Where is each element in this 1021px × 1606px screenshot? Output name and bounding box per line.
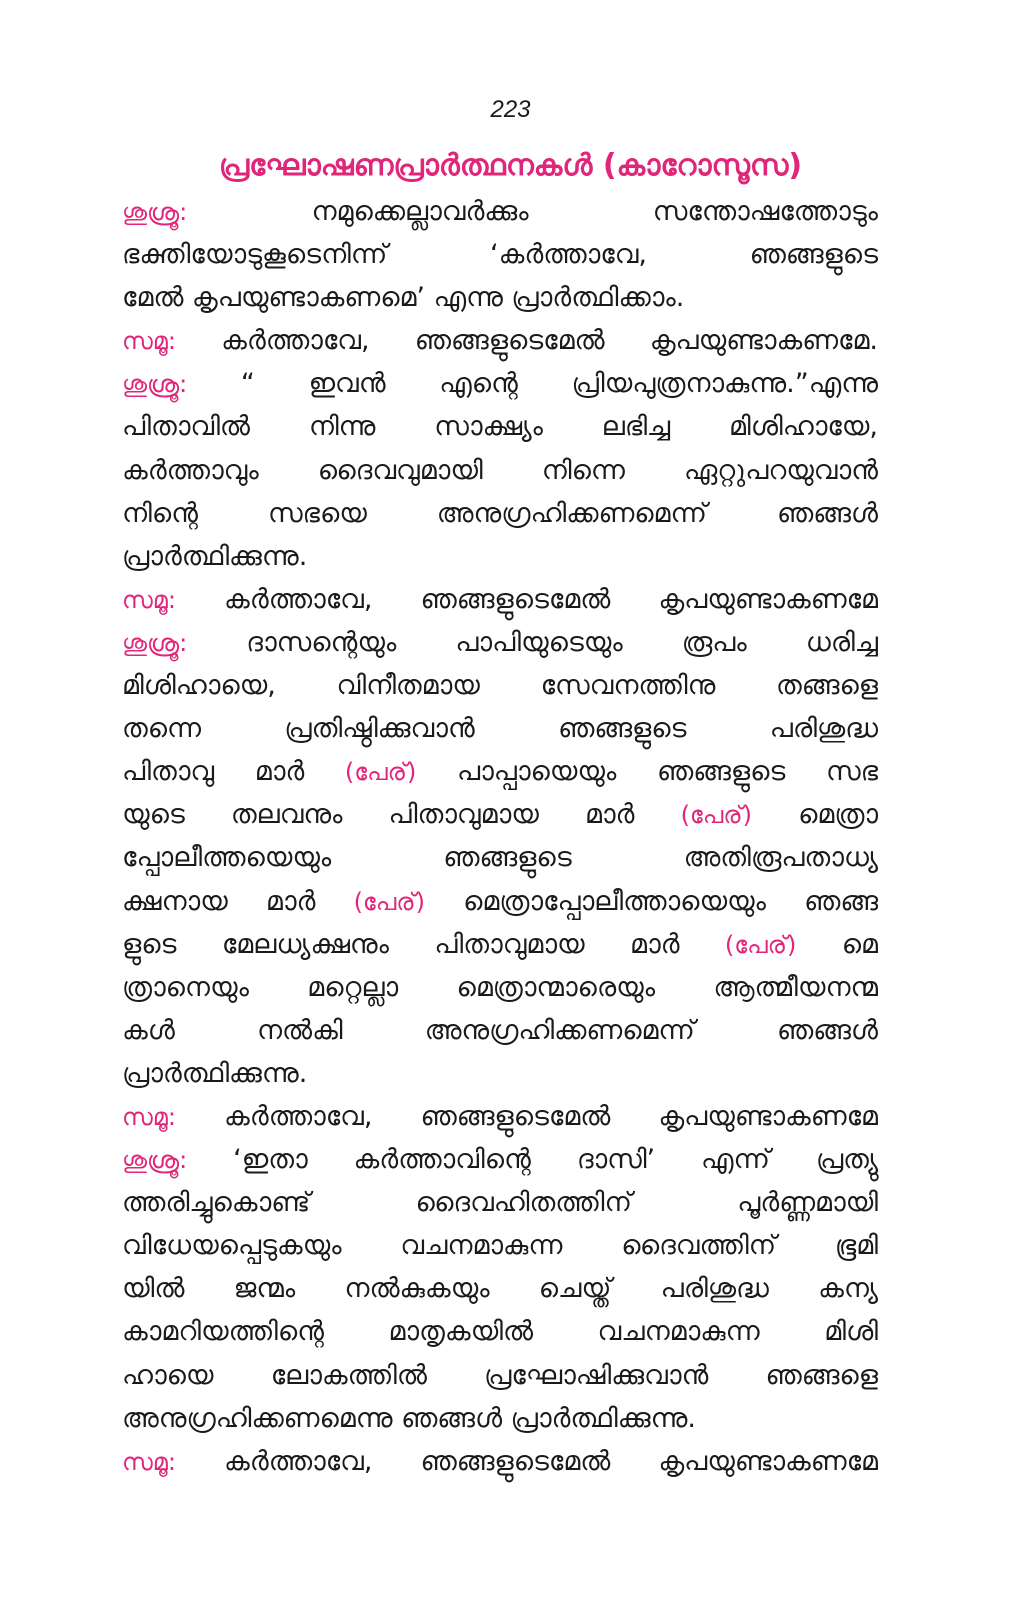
text-line — [122, 233, 878, 276]
line-text: യുടെ തലവനും പിതാവുമായ മാർ — [122, 799, 681, 831]
line-text: കർത്താവേ, ഞങ്ങളുടെമേൽ കൃപയുണ്ടാകണമേ — [175, 1100, 878, 1132]
name-placeholder: (പേര്) — [344, 758, 417, 787]
line-text: കർത്താവും ദൈവവുമായി നിന്നെ ഏറ്റുപറയുവാൻ — [122, 454, 878, 486]
line-text: ളുടെ മേലധ്യക്ഷനും പിതാവുമായ മാർ — [122, 928, 725, 960]
prayer-text — [122, 190, 878, 1483]
line-text: പിതാവിൽ നിന്നു സാക്ഷ്യം ലഭിച്ച മിശിഹായേ, — [122, 411, 878, 443]
line-text: മെത്രാ — [752, 799, 878, 831]
text-line — [122, 1181, 878, 1224]
text-line — [122, 1009, 878, 1052]
line-text: ‘ഇതാ കർത്താവിന്റെ ദാസി’ എന്ന് പ്രത്യു — [187, 1144, 878, 1176]
line-text: നിന്റെ സഭയെ അനുഗ്രഹിക്കണമെന്ന് ഞങ്ങൾ — [122, 497, 878, 529]
line-text: പ്പോലീത്തയെയും ഞങ്ങളുടെ അതിരൂപതാധ്യ — [122, 842, 878, 874]
line-text: “ ഇവൻ എന്റെ പ്രിയപുത്രനാകുന്നു.”എന്നു — [187, 368, 878, 400]
name-placeholder: (പേര്) — [353, 887, 425, 916]
line-text: തന്നെ പ്രതിഷ്ഠിക്കുവാൻ ഞങ്ങളുടെ പരിശുദ്ധ — [122, 713, 878, 745]
speaker-label: ശുശ്രൂ: — [122, 628, 188, 657]
text-line — [122, 276, 878, 319]
line-text: മെത്രാപ്പോലീത്തായെയും ഞങ്ങ — [425, 885, 878, 917]
line-text: നമുക്കെല്ലാവർക്കും സന്തോഷത്തോടും — [187, 196, 878, 227]
text-line — [122, 750, 878, 793]
text-line — [122, 621, 878, 664]
speaker-label: ശുശ്രൂ: — [122, 370, 188, 399]
text-line — [122, 535, 878, 578]
text-line — [122, 1397, 878, 1440]
text-line — [122, 1138, 878, 1181]
text-line — [122, 362, 878, 405]
page-number: 223 — [490, 96, 531, 123]
line-text: മിശിഹായെ, വിനീതമായ സേവനത്തിനു തങ്ങളെ — [122, 670, 878, 702]
line-text: മേൽ കൃപയുണ്ടാകണമെ’ എന്നു പ്രാർത്ഥിക്കാം. — [122, 282, 685, 314]
speaker-label: സമൂ: — [122, 327, 176, 356]
line-text: പിതാവു മാർ — [122, 756, 345, 788]
text-line — [122, 449, 878, 492]
text-line — [122, 190, 878, 233]
speaker-label: സമൂ: — [122, 585, 176, 614]
text-line — [122, 578, 878, 621]
text-line — [122, 836, 878, 879]
name-placeholder: (പേര്) — [724, 930, 797, 959]
line-text: പ്രാർത്ഥിക്കുന്നു. — [122, 540, 308, 572]
line-text: അനുഗ്രഹിക്കണമെന്നു ഞങ്ങൾ പ്രാർത്ഥിക്കുന്നു. — [122, 1402, 696, 1434]
text-line — [122, 1095, 878, 1138]
text-line — [122, 664, 878, 707]
text-line — [122, 1354, 878, 1397]
line-text: കർത്താവേ, ഞങ്ങളുടെമേൽ കൃപയുണ്ടാകണമേ — [175, 583, 878, 615]
line-text: ദാസന്റെയും പാപിയുടെയും രൂപം ധരിച്ച — [187, 626, 878, 658]
line-text: ത്തരിച്ചുകൊണ്ട് ദൈവഹിതത്തിന് പൂർണ്ണമായി — [122, 1187, 878, 1219]
line-text: പ്രാർത്ഥിക്കുന്നു. — [122, 1057, 308, 1089]
speaker-label: ശുശ്രൂ: — [122, 198, 188, 226]
line-text: ക്ഷനായ മാർ — [122, 885, 354, 917]
text-line — [122, 1310, 878, 1353]
speaker-label: സമൂ: — [122, 1447, 176, 1476]
line-text: മെ — [796, 928, 878, 960]
text-line — [122, 880, 878, 923]
line-text: കൾ നൽകി അനുഗ്രഹിക്കണമെന്ന് ഞങ്ങൾ — [122, 1014, 878, 1046]
line-text: കർത്താവേ, ഞങ്ങളുടെമേൽ കൃപയുണ്ടാകണമേ — [175, 1445, 878, 1477]
text-line — [122, 1267, 878, 1310]
text-line — [122, 707, 878, 750]
section-title: പ്രഘോഷണപ്രാർത്ഥനകൾ (കാറോസൂസ) — [218, 148, 803, 183]
line-text: ഭക്തിയോടുകൂടെനിന്ന് ‘കർത്താവേ, ഞങ്ങളുടെ — [122, 239, 878, 271]
text-line — [122, 1440, 878, 1483]
text-line — [122, 405, 878, 448]
name-placeholder: (പേര്) — [680, 801, 752, 830]
line-text: യിൽ ജന്മം നൽകുകയും ചെയ്ത് പരിശുദ്ധ കന്യ — [122, 1273, 878, 1305]
line-text: കർത്താവേ, ഞങ്ങളുടെമേൽ കൃപയുണ്ടാകണമേ. — [175, 325, 878, 357]
line-text: വിധേയപ്പെടുകയും വചനമാകുന്ന ദൈവത്തിന് ഭൂമി — [122, 1230, 878, 1262]
text-line — [122, 793, 878, 836]
line-text: ത്രാനെയും മറ്റെല്ലാ മെത്രാന്മാരെയും ആത്മീയനന്മ — [122, 971, 878, 1003]
text-line — [122, 966, 878, 1009]
text-line — [122, 1224, 878, 1267]
line-text: കാമറിയത്തിന്റെ മാതൃകയിൽ വചനമാകുന്ന മിശി — [122, 1316, 878, 1348]
line-text: ഹായെ ലോകത്തിൽ പ്രഘോഷിക്കുവാൻ ഞങ്ങളെ — [122, 1359, 878, 1391]
text-line — [122, 923, 878, 966]
line-text: പാപ്പായെയും ഞങ്ങളുടെ സഭ — [416, 756, 878, 788]
text-line — [122, 319, 878, 362]
text-line — [122, 492, 878, 535]
speaker-label: സമൂ: — [122, 1102, 176, 1131]
text-line — [122, 1052, 878, 1095]
speaker-label: ശുശ്രൂ: — [122, 1146, 188, 1175]
